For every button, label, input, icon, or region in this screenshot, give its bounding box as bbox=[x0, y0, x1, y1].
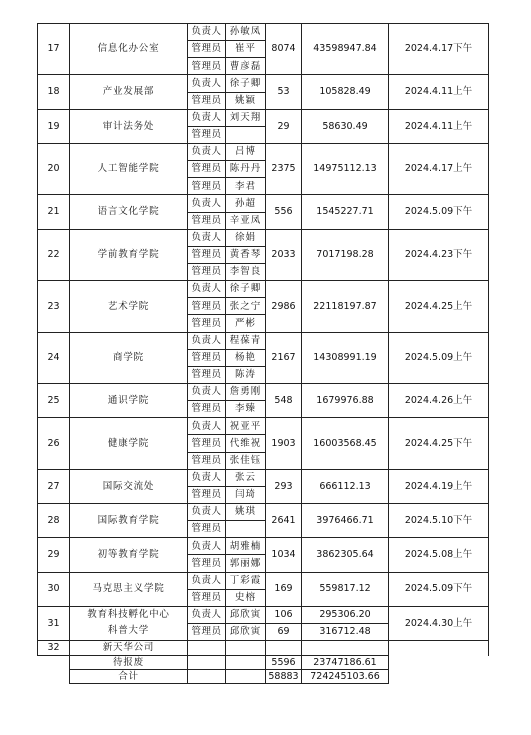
role-label-admin: 管理员 bbox=[188, 315, 226, 332]
item-count: 2033 bbox=[266, 229, 302, 280]
empty-cell bbox=[38, 656, 70, 670]
item-count: 556 bbox=[266, 195, 302, 229]
item-count: 1034 bbox=[266, 538, 302, 572]
admin-person: 张之宁 bbox=[226, 298, 266, 315]
department-name: 马克思主义学院 bbox=[70, 572, 188, 606]
item-count: 106 bbox=[266, 606, 302, 623]
amount-value: 1545227.71 bbox=[302, 195, 389, 229]
empty-cell bbox=[302, 641, 389, 656]
empty-cell bbox=[188, 641, 226, 656]
role-label-responsible: 负责人 bbox=[188, 418, 226, 435]
admin-person: 史榕 bbox=[226, 589, 266, 606]
item-count: 1903 bbox=[266, 418, 302, 469]
total-amount: 724245103.66 bbox=[302, 670, 389, 684]
admin-person: 黄香琴 bbox=[226, 246, 266, 263]
row-number: 29 bbox=[38, 538, 70, 572]
admin-person: 郭丽娜 bbox=[226, 555, 266, 572]
role-label-admin: 管理员 bbox=[188, 58, 226, 75]
responsible-person: 孙敏凤 bbox=[226, 24, 266, 41]
role-label-admin: 管理员 bbox=[188, 555, 226, 572]
table-row bbox=[38, 572, 489, 589]
total-label: 合计 bbox=[70, 670, 188, 684]
admin-person: 李智良 bbox=[226, 263, 266, 280]
item-count: 2375 bbox=[266, 143, 302, 194]
item-count: 293 bbox=[266, 469, 302, 503]
table-row bbox=[38, 109, 489, 126]
role-label-responsible: 负责人 bbox=[188, 75, 226, 92]
role-label-admin: 管理员 bbox=[188, 178, 226, 195]
department-name: 通识学院 bbox=[70, 383, 188, 417]
responsible-person: 丁彩霞 bbox=[226, 572, 266, 589]
role-label-responsible: 负责人 bbox=[188, 383, 226, 400]
check-date: 2024.4.25下午 bbox=[389, 418, 489, 469]
responsible-person: 祝亚平 bbox=[226, 418, 266, 435]
admin-person: 张佳钰 bbox=[226, 452, 266, 469]
amount-value: 14308991.19 bbox=[302, 332, 389, 383]
row-number: 28 bbox=[38, 503, 70, 537]
pending-label: 待报废 bbox=[70, 656, 188, 670]
total-row bbox=[38, 670, 489, 684]
table-row bbox=[38, 332, 489, 349]
role-label-responsible: 负责人 bbox=[188, 572, 226, 589]
check-date: 2024.4.26上午 bbox=[389, 383, 489, 417]
amount-value: 105828.49 bbox=[302, 75, 389, 109]
admin-person: 崔平 bbox=[226, 41, 266, 58]
check-date: 2024.5.09下午 bbox=[389, 572, 489, 606]
table-row bbox=[38, 75, 489, 92]
item-count: 29 bbox=[266, 109, 302, 143]
item-count: 2641 bbox=[266, 503, 302, 537]
department-name: 国际教育学院 bbox=[70, 503, 188, 537]
responsible-person: 邱欣寅 bbox=[226, 606, 266, 623]
item-count: 548 bbox=[266, 383, 302, 417]
table-row bbox=[38, 503, 489, 520]
role-label-admin: 管理员 bbox=[188, 92, 226, 109]
table-row bbox=[38, 281, 489, 298]
admin-person: 李臻 bbox=[226, 401, 266, 418]
table-row bbox=[38, 383, 489, 400]
responsible-person: 刘天翔 bbox=[226, 109, 266, 126]
responsible-person: 徐子卿 bbox=[226, 75, 266, 92]
role-label-admin: 管理员 bbox=[188, 486, 226, 503]
responsible-person: 詹勇刚 bbox=[226, 383, 266, 400]
admin-person: 杨艳 bbox=[226, 349, 266, 366]
role-label-responsible: 负责人 bbox=[188, 109, 226, 126]
department-name: 人工智能学院 bbox=[70, 143, 188, 194]
row-number: 24 bbox=[38, 332, 70, 383]
amount-value: 16003568.45 bbox=[302, 418, 389, 469]
empty-cell bbox=[389, 641, 489, 656]
empty-cell bbox=[188, 656, 226, 670]
responsible-person: 程葆青 bbox=[226, 332, 266, 349]
department-name-a: 教育科技孵化中心 bbox=[87, 609, 170, 621]
empty-cell bbox=[38, 670, 70, 684]
row-number: 23 bbox=[38, 281, 70, 332]
row-number: 17 bbox=[38, 24, 70, 75]
admin-person bbox=[226, 521, 266, 538]
row-number: 27 bbox=[38, 469, 70, 503]
amount-value: 22118197.87 bbox=[302, 281, 389, 332]
empty-cell bbox=[389, 656, 489, 670]
check-date: 2024.4.23下午 bbox=[389, 229, 489, 280]
amount-value: 3976466.71 bbox=[302, 503, 389, 537]
amount-value: 14975112.13 bbox=[302, 143, 389, 194]
role-label-responsible: 负责人 bbox=[188, 24, 226, 41]
check-date: 2024.5.08上午 bbox=[389, 538, 489, 572]
role-label-admin: 管理员 bbox=[188, 623, 226, 640]
asset-table bbox=[37, 23, 489, 684]
table-row bbox=[38, 195, 489, 212]
row-number: 19 bbox=[38, 109, 70, 143]
pending-row bbox=[38, 656, 489, 670]
role-label-responsible: 负责人 bbox=[188, 538, 226, 555]
amount-value: 295306.20 bbox=[302, 606, 389, 623]
role-label-admin: 管理员 bbox=[188, 366, 226, 383]
responsible-person: 徐娟 bbox=[226, 229, 266, 246]
admin-person: 辛亚凤 bbox=[226, 212, 266, 229]
empty-cell bbox=[188, 670, 226, 684]
check-date: 2024.4.25上午 bbox=[389, 281, 489, 332]
empty-cell bbox=[266, 641, 302, 656]
check-date: 2024.4.11上午 bbox=[389, 75, 489, 109]
department-name: 初等教育学院 bbox=[70, 538, 188, 572]
table-row bbox=[38, 143, 489, 160]
empty-cell bbox=[389, 670, 489, 684]
role-label-admin: 管理员 bbox=[188, 41, 226, 58]
department-name bbox=[70, 606, 188, 640]
amount-value: 559817.12 bbox=[302, 572, 389, 606]
role-label-admin: 管理员 bbox=[188, 401, 226, 418]
department-name: 语言文化学院 bbox=[70, 195, 188, 229]
pending-amount: 23747186.61 bbox=[302, 656, 389, 670]
admin-person: 李君 bbox=[226, 178, 266, 195]
department-name: 学前教育学院 bbox=[70, 229, 188, 280]
check-date: 2024.4.30上午 bbox=[389, 606, 489, 640]
admin-person: 曹彦磊 bbox=[226, 58, 266, 75]
department-name: 健康学院 bbox=[70, 418, 188, 469]
total-count: 58883 bbox=[266, 670, 302, 684]
role-label-responsible: 负责人 bbox=[188, 332, 226, 349]
responsible-person: 徐子卿 bbox=[226, 281, 266, 298]
item-count: 169 bbox=[266, 572, 302, 606]
pending-count: 5596 bbox=[266, 656, 302, 670]
row-number: 25 bbox=[38, 383, 70, 417]
admin-person: 姚颖 bbox=[226, 92, 266, 109]
check-date: 2024.4.17上午 bbox=[389, 143, 489, 194]
item-count: 2986 bbox=[266, 281, 302, 332]
amount-value: 7017198.28 bbox=[302, 229, 389, 280]
check-date: 2024.5.09上午 bbox=[389, 332, 489, 383]
role-label-admin: 管理员 bbox=[188, 298, 226, 315]
department-name: 艺术学院 bbox=[70, 281, 188, 332]
row-number: 26 bbox=[38, 418, 70, 469]
amount-value: 3862305.64 bbox=[302, 538, 389, 572]
item-count: 2167 bbox=[266, 332, 302, 383]
role-label-admin: 管理员 bbox=[188, 589, 226, 606]
admin-person: 陈丹丹 bbox=[226, 161, 266, 178]
admin-person: 严彬 bbox=[226, 315, 266, 332]
table-row bbox=[38, 469, 489, 486]
role-label-admin: 管理员 bbox=[188, 521, 226, 538]
department-name: 信息化办公室 bbox=[70, 24, 188, 75]
empty-cell bbox=[226, 656, 266, 670]
item-count: 8074 bbox=[266, 24, 302, 75]
table-row bbox=[38, 24, 489, 41]
row-number: 30 bbox=[38, 572, 70, 606]
role-label-responsible: 负责人 bbox=[188, 281, 226, 298]
role-label-admin: 管理员 bbox=[188, 126, 226, 143]
role-label-admin: 管理员 bbox=[188, 435, 226, 452]
role-label-responsible: 负责人 bbox=[188, 469, 226, 486]
role-label-admin: 管理员 bbox=[188, 349, 226, 366]
row-number: 18 bbox=[38, 75, 70, 109]
amount-value: 316712.48 bbox=[302, 623, 389, 640]
department-name: 国际交流处 bbox=[70, 469, 188, 503]
amount-value: 58630.49 bbox=[302, 109, 389, 143]
responsible-person: 吕博 bbox=[226, 143, 266, 160]
admin-person: 代维祝 bbox=[226, 435, 266, 452]
role-label-admin: 管理员 bbox=[188, 263, 226, 280]
empty-cell bbox=[226, 670, 266, 684]
row-number: 21 bbox=[38, 195, 70, 229]
check-date: 2024.5.09下午 bbox=[389, 195, 489, 229]
role-label-responsible: 负责人 bbox=[188, 229, 226, 246]
check-date: 2024.4.11上午 bbox=[389, 109, 489, 143]
table-row bbox=[38, 538, 489, 555]
admin-person: 陈涛 bbox=[226, 366, 266, 383]
role-label-responsible: 负责人 bbox=[188, 606, 226, 623]
admin-person: 闫琦 bbox=[226, 486, 266, 503]
department-name: 新天华公司 bbox=[70, 641, 188, 656]
table-row bbox=[38, 606, 489, 623]
responsible-person: 胡雅楠 bbox=[226, 538, 266, 555]
department-name: 审计法务处 bbox=[70, 109, 188, 143]
row-number: 22 bbox=[38, 229, 70, 280]
empty-cell bbox=[226, 641, 266, 656]
role-label-admin: 管理员 bbox=[188, 212, 226, 229]
check-date: 2024.5.10下午 bbox=[389, 503, 489, 537]
responsible-person: 张云 bbox=[226, 469, 266, 486]
row-number: 32 bbox=[38, 641, 70, 656]
responsible-person: 姚琪 bbox=[226, 503, 266, 520]
amount-value: 666112.13 bbox=[302, 469, 389, 503]
amount-value: 43598947.84 bbox=[302, 24, 389, 75]
department-name-b: 科普大学 bbox=[107, 625, 150, 637]
role-label-admin: 管理员 bbox=[188, 246, 226, 263]
role-label-admin: 管理员 bbox=[188, 452, 226, 469]
admin-person: 邱欣寅 bbox=[226, 623, 266, 640]
role-label-responsible: 负责人 bbox=[188, 195, 226, 212]
item-count: 53 bbox=[266, 75, 302, 109]
amount-value: 1679976.88 bbox=[302, 383, 389, 417]
table-row bbox=[38, 641, 489, 656]
role-label-admin: 管理员 bbox=[188, 161, 226, 178]
item-count: 69 bbox=[266, 623, 302, 640]
department-name: 产业发展部 bbox=[70, 75, 188, 109]
department-name: 商学院 bbox=[70, 332, 188, 383]
table-row bbox=[38, 418, 489, 435]
check-date: 2024.4.17下午 bbox=[389, 24, 489, 75]
responsible-person: 孙超 bbox=[226, 195, 266, 212]
check-date: 2024.4.19上午 bbox=[389, 469, 489, 503]
admin-person bbox=[226, 126, 266, 143]
table-row bbox=[38, 229, 489, 246]
role-label-responsible: 负责人 bbox=[188, 503, 226, 520]
row-number: 31 bbox=[38, 606, 70, 640]
role-label-responsible: 负责人 bbox=[188, 143, 226, 160]
row-number: 20 bbox=[38, 143, 70, 194]
